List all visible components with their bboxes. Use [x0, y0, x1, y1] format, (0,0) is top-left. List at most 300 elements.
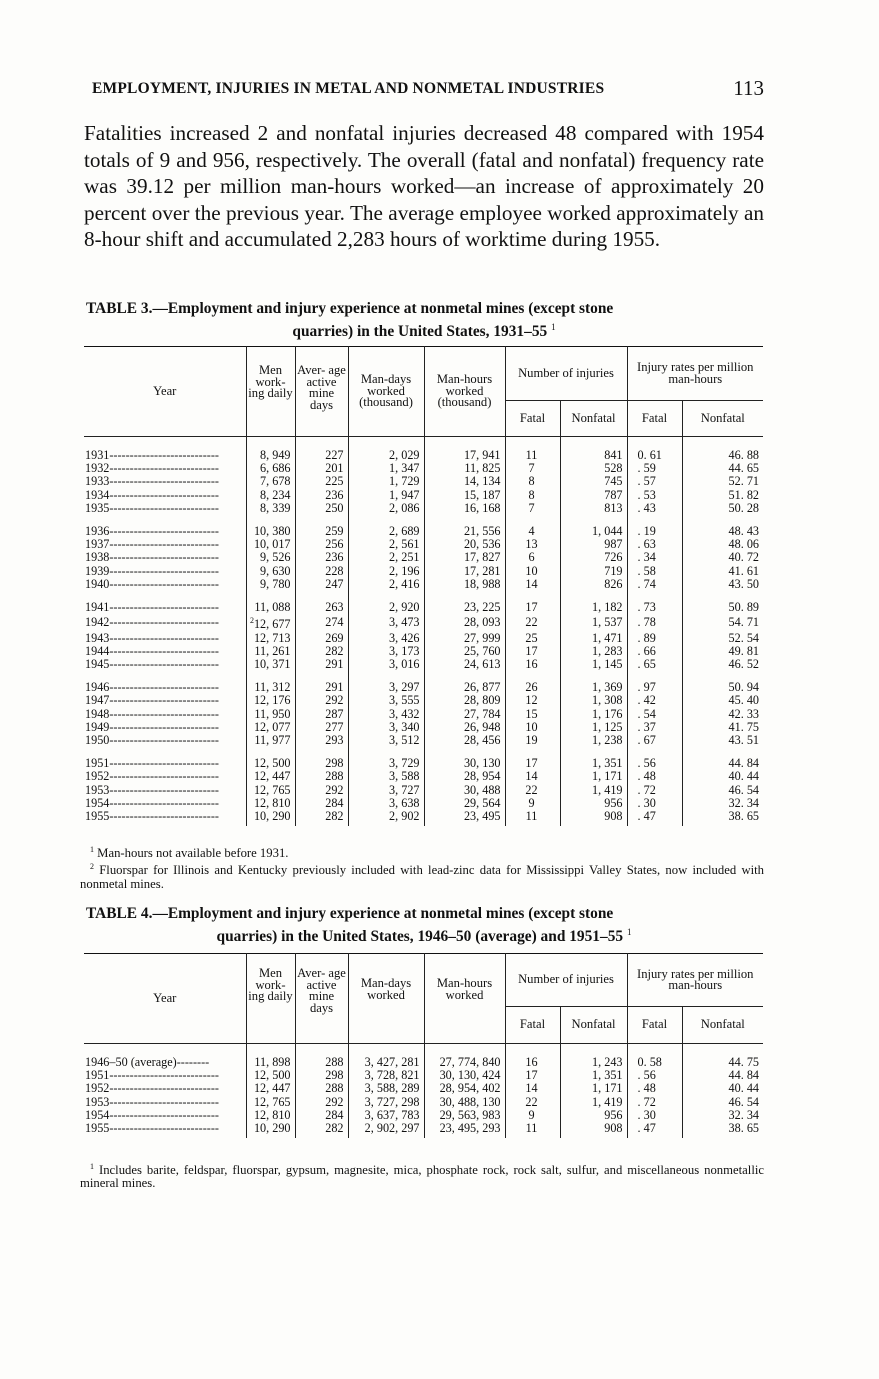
cell-mandays: 3, 297 [348, 681, 424, 694]
cell-men: 10, 290 [246, 1122, 295, 1138]
footnote-mark: 2 [249, 616, 254, 626]
dot-leader: --------------------------- [109, 706, 219, 721]
men-value: 8, 949 [260, 448, 291, 462]
cell-rate-nonfatal: 38. 65 [682, 1122, 763, 1138]
year-value: 1935 [85, 500, 110, 515]
cell-rate-nonfatal: 48. 43 [682, 525, 763, 538]
dot-leader: --------------------------- [109, 550, 219, 565]
year-value: 1937 [85, 537, 110, 552]
col-header-nonfatal: Nonfatal [560, 1007, 627, 1044]
cell-days: 287 [295, 708, 348, 721]
cell-men [246, 601, 295, 614]
cell-fatal: 22 [505, 784, 560, 797]
table3-footnotes [80, 843, 764, 891]
cell-rate-nonfatal: 40. 44 [682, 770, 763, 783]
footnote-mark: 2 [90, 862, 94, 872]
dot-leader: --------------------------- [109, 732, 219, 747]
cell-men: 12, 447 [246, 1082, 295, 1095]
cell-nonfatal: 1, 044 [560, 525, 627, 538]
cell-nonfatal: 987 [560, 538, 627, 551]
running-title: EMPLOYMENT, INJURIES IN METAL AND NONMETAL INDUSTRIES [92, 80, 605, 97]
col-header-injuries: Number of injuries [505, 954, 627, 1007]
cell-mandays: 2, 416 [348, 578, 424, 591]
dot-leader: --------------------------- [109, 1107, 219, 1122]
cell-rate-fatal: . 43 [627, 502, 682, 515]
row-year [84, 1122, 246, 1138]
table-row [84, 734, 763, 747]
dot-leader: --------------------------- [109, 782, 219, 797]
cell-rate-fatal: . 73 [627, 601, 682, 614]
footnote-text: Man-hours not available before 1931. [97, 846, 289, 861]
cell-rate-nonfatal: 46. 88 [682, 437, 763, 463]
cell-rate-fatal: . 57 [627, 475, 682, 488]
cell-rate-fatal: . 56 [627, 757, 682, 770]
cell-rate-fatal: . 63 [627, 538, 682, 551]
cell-nonfatal: 1, 308 [560, 694, 627, 707]
year-value: 1953 [85, 1094, 110, 1109]
cell-nonfatal: 528 [560, 462, 627, 475]
cell-rate-nonfatal: 46. 54 [682, 1096, 763, 1109]
cell-rate-nonfatal: 52. 54 [682, 632, 763, 645]
cell-days: 256 [295, 538, 348, 551]
cell-rate-fatal: . 78 [627, 614, 682, 631]
cell-mandays: 2, 561 [348, 538, 424, 551]
cell-manhours: 11, 825 [424, 462, 505, 475]
cell-manhours: 27, 784 [424, 708, 505, 721]
row-year [84, 810, 246, 826]
dot-leader: --------------------------- [109, 563, 219, 578]
cell-rate-fatal: . 58 [627, 565, 682, 578]
cell-nonfatal: 1, 145 [560, 658, 627, 671]
year-value: 1944 [85, 643, 110, 658]
cell-fatal: 17 [505, 757, 560, 770]
year-value: 1933 [85, 474, 110, 489]
cell-days: 292 [295, 694, 348, 707]
cell-mandays: 3, 728, 821 [348, 1069, 424, 1082]
men-value: 12, 176 [253, 693, 291, 708]
year-value: 1945 [85, 656, 110, 671]
cell-days: 277 [295, 721, 348, 734]
year-value: 1943 [85, 630, 110, 645]
footnote-text: Includes barite, feldspar, fluorspar, gypsum, magnesite, mica, phosphate rock, rock salt, sulfur, and miscellaneous nonmetallic mineral mines. [80, 1163, 765, 1191]
cell-rate-nonfatal: 44. 65 [682, 462, 763, 475]
men-value: 12, 677 [253, 617, 291, 632]
cell-days: 292 [295, 1096, 348, 1109]
year-value: 1938 [85, 550, 110, 565]
cell-rate-nonfatal: 41. 75 [682, 721, 763, 734]
cell-rate-nonfatal: 40. 72 [682, 551, 763, 564]
cell-fatal: 17 [505, 1069, 560, 1082]
cell-rate-nonfatal: 44. 84 [682, 757, 763, 770]
year-value: 1954 [85, 795, 110, 810]
table4-caption-mark: 1 [626, 927, 632, 937]
men-value: 12, 765 [253, 782, 291, 797]
cell-fatal: 16 [505, 658, 560, 671]
cell-men: 11, 898 [246, 1044, 295, 1070]
cell-days: 288 [295, 1082, 348, 1095]
col-header-fatal: Fatal [505, 401, 560, 437]
cell-rate-fatal: . 72 [627, 1096, 682, 1109]
col-header-year: Year [84, 954, 246, 1044]
footnote [80, 860, 764, 891]
cell-manhours: 17, 941 [424, 437, 505, 463]
dot-leader: --------------------------- [109, 643, 219, 658]
cell-days: 298 [295, 757, 348, 770]
year-value: 1954 [85, 1107, 110, 1122]
cell-rate-nonfatal: 42. 33 [682, 708, 763, 721]
cell-days: 288 [295, 1044, 348, 1070]
cell-mandays: 3, 638 [348, 797, 424, 810]
cell-manhours: 30, 130, 424 [424, 1069, 505, 1082]
cell-manhours: 23, 495, 293 [424, 1122, 505, 1138]
dot-leader: --------------------------- [109, 656, 219, 671]
cell-mandays: 2, 029 [348, 437, 424, 463]
cell-nonfatal: 1, 243 [560, 1044, 627, 1070]
cell-manhours: 14, 134 [424, 475, 505, 488]
cell-rate-nonfatal: 49. 81 [682, 645, 763, 658]
dot-leader: --------------------------- [109, 600, 219, 615]
cell-nonfatal: 908 [560, 810, 627, 826]
cell-rate-nonfatal: 50. 28 [682, 502, 763, 515]
cell-mandays: 3, 727 [348, 784, 424, 797]
cell-manhours: 30, 488, 130 [424, 1096, 505, 1109]
cell-rate-fatal: . 42 [627, 694, 682, 707]
cell-rate-fatal: . 48 [627, 1082, 682, 1095]
cell-manhours: 28, 954 [424, 770, 505, 783]
cell-rate-fatal: . 53 [627, 489, 682, 502]
cell-nonfatal: 1, 369 [560, 681, 627, 694]
men-value: 9, 780 [260, 576, 291, 591]
cell-nonfatal: 1, 351 [560, 757, 627, 770]
cell-days: 236 [295, 551, 348, 564]
cell-mandays: 1, 347 [348, 462, 424, 475]
row-year [84, 437, 246, 463]
dot-leader: --------------------------- [109, 769, 219, 784]
cell-fatal: 25 [505, 632, 560, 645]
cell-fatal: 7 [505, 462, 560, 475]
cell-days: 288 [295, 770, 348, 783]
cell-mandays: 3, 637, 783 [348, 1109, 424, 1122]
year-value: 1942 [85, 615, 110, 630]
row-year [84, 578, 246, 591]
cell-nonfatal: 1, 419 [560, 1096, 627, 1109]
dot-leader: --------------------------- [109, 795, 219, 810]
row-year [84, 601, 246, 614]
cell-mandays: 3, 588 [348, 770, 424, 783]
col-header-men: Men work- ing daily [246, 347, 295, 437]
cell-rate-fatal: . 89 [627, 632, 682, 645]
cell-manhours: 16, 168 [424, 502, 505, 515]
cell-nonfatal: 1, 471 [560, 632, 627, 645]
cell-fatal: 14 [505, 770, 560, 783]
cell-fatal: 9 [505, 797, 560, 810]
col-header-days: Aver- age active mine days [295, 347, 348, 437]
col-header-manhours: Man-hours worked (thousand) [424, 347, 505, 437]
col-header-rates: Injury rates per million man-hours [627, 954, 763, 1007]
cell-days: 201 [295, 462, 348, 475]
cell-nonfatal: 826 [560, 578, 627, 591]
cell-manhours: 23, 495 [424, 810, 505, 826]
year-value: 1955 [85, 1121, 110, 1136]
col-header-rate-nonfatal: Nonfatal [682, 401, 763, 437]
cell-days: 259 [295, 525, 348, 538]
dot-leader: --------------------------- [109, 576, 219, 591]
cell-rate-fatal: . 72 [627, 784, 682, 797]
row-year [84, 658, 246, 671]
cell-rate-nonfatal: 32. 34 [682, 797, 763, 810]
cell-mandays: 2, 251 [348, 551, 424, 564]
cell-rate-fatal: 0. 58 [627, 1044, 682, 1070]
row-year [84, 614, 246, 631]
cell-nonfatal: 1, 351 [560, 1069, 627, 1082]
col-header-year: Year [84, 347, 246, 437]
dot-leader: --------------------------- [109, 500, 219, 515]
cell-manhours: 28, 809 [424, 694, 505, 707]
dot-leader: --------------------------- [109, 719, 219, 734]
running-header [92, 76, 764, 102]
cell-mandays: 3, 432 [348, 708, 424, 721]
year-value: 1951 [85, 756, 110, 771]
cell-days: 269 [295, 632, 348, 645]
cell-fatal: 13 [505, 538, 560, 551]
men-value: 8, 234 [260, 487, 291, 502]
cell-fatal: 8 [505, 475, 560, 488]
year-value: 1939 [85, 563, 110, 578]
cell-days: 282 [295, 810, 348, 826]
cell-mandays: 3, 555 [348, 694, 424, 707]
cell-men [246, 437, 295, 463]
cell-mandays: 3, 016 [348, 658, 424, 671]
cell-rate-nonfatal: 48. 06 [682, 538, 763, 551]
cell-nonfatal: 813 [560, 502, 627, 515]
table3-caption [86, 300, 762, 341]
cell-rate-nonfatal: 38. 65 [682, 810, 763, 826]
cell-fatal: 19 [505, 734, 560, 747]
cell-nonfatal: 1, 283 [560, 645, 627, 658]
men-value: 9, 526 [260, 550, 291, 565]
table4-caption-number: TABLE 4. [86, 905, 153, 922]
men-value: 11, 950 [254, 706, 291, 721]
cell-days: 284 [295, 797, 348, 810]
col-header-rate-fatal: Fatal [627, 1007, 682, 1044]
cell-fatal: 9 [505, 1109, 560, 1122]
year-value: 1931 [85, 448, 110, 462]
table3-caption-mark: 1 [551, 322, 556, 332]
year-value: 1948 [85, 706, 110, 721]
col-header-nonfatal: Nonfatal [560, 401, 627, 437]
men-value: 12, 500 [253, 756, 291, 771]
dot-leader: --------------------------- [109, 680, 219, 695]
cell-nonfatal: 1, 171 [560, 770, 627, 783]
cell-rate-fatal: . 37 [627, 721, 682, 734]
table4-caption [86, 905, 762, 946]
footnote [80, 843, 764, 860]
men-value: 11, 312 [254, 680, 291, 695]
footnote-mark: 1 [90, 1162, 94, 1171]
cell-mandays: 3, 512 [348, 734, 424, 747]
cell-days: 274 [295, 614, 348, 631]
cell-men [246, 578, 295, 591]
row-year [84, 1044, 246, 1070]
cell-manhours: 27, 774, 840 [424, 1044, 505, 1070]
footnote [80, 1160, 764, 1191]
cell-fatal: 22 [505, 614, 560, 631]
cell-nonfatal: 1, 419 [560, 784, 627, 797]
table4 [84, 953, 763, 1138]
cell-fatal: 22 [505, 1096, 560, 1109]
col-header-rate-nonfatal: Nonfatal [682, 1007, 763, 1044]
cell-manhours: 27, 999 [424, 632, 505, 645]
dot-leader: --------------------------- [109, 1068, 219, 1083]
col-header-fatal: Fatal [505, 1007, 560, 1044]
cell-days: 292 [295, 784, 348, 797]
cell-fatal: 15 [505, 708, 560, 721]
cell-rate-fatal: . 30 [627, 797, 682, 810]
cell-mandays: 2, 196 [348, 565, 424, 578]
col-header-mandays: Man-days worked [348, 954, 424, 1044]
cell-fatal: 17 [505, 601, 560, 614]
cell-mandays: 2, 086 [348, 502, 424, 515]
table-row [84, 502, 763, 515]
cell-manhours: 24, 613 [424, 658, 505, 671]
cell-rate-nonfatal: 43. 50 [682, 578, 763, 591]
cell-mandays: 3, 588, 289 [348, 1082, 424, 1095]
men-value: 10, 290 [253, 808, 291, 823]
cell-rate-nonfatal: 43. 51 [682, 734, 763, 747]
col-header-mandays: Man-days worked (thousand) [348, 347, 424, 437]
table-row [84, 1122, 763, 1138]
year-value: 1936 [85, 524, 110, 539]
table4-caption-line1: —Employment and injury experience at nonmetal mines (except stone [152, 905, 614, 922]
dot-leader: --------------------------- [109, 461, 219, 476]
cell-fatal: 4 [505, 525, 560, 538]
cell-rate-fatal: . 59 [627, 462, 682, 475]
dot-leader: --------------------------- [109, 487, 219, 502]
table-row [84, 437, 763, 463]
cell-manhours: 15, 187 [424, 489, 505, 502]
cell-nonfatal: 719 [560, 565, 627, 578]
cell-manhours: 28, 093 [424, 614, 505, 631]
cell-nonfatal: 745 [560, 475, 627, 488]
cell-mandays: 1, 729 [348, 475, 424, 488]
cell-nonfatal: 1, 176 [560, 708, 627, 721]
men-value: 12, 447 [253, 769, 291, 784]
cell-mandays: 3, 727, 298 [348, 1096, 424, 1109]
cell-rate-nonfatal: 50. 89 [682, 601, 763, 614]
table3 [84, 346, 763, 826]
cell-nonfatal: 726 [560, 551, 627, 564]
dot-leader: --------------------------- [109, 630, 219, 645]
year-value: 1932 [85, 461, 110, 476]
dot-leader: --------------------------- [109, 1081, 219, 1096]
cell-rate-fatal: . 34 [627, 551, 682, 564]
cell-rate-nonfatal: 44. 84 [682, 1069, 763, 1082]
cell-men [246, 658, 295, 671]
cell-mandays: 3, 340 [348, 721, 424, 734]
cell-rate-nonfatal: 50. 94 [682, 681, 763, 694]
cell-rate-fatal: . 67 [627, 734, 682, 747]
cell-nonfatal: 1, 171 [560, 1082, 627, 1095]
year-value: 1946 [85, 680, 110, 695]
cell-rate-nonfatal: 45. 40 [682, 694, 763, 707]
dot-leader: --------------------------- [109, 693, 219, 708]
cell-manhours: 18, 988 [424, 578, 505, 591]
cell-nonfatal: 1, 238 [560, 734, 627, 747]
men-value: 10, 371 [253, 656, 291, 671]
dot-leader: -------- [176, 1055, 210, 1069]
cell-rate-fatal: . 48 [627, 770, 682, 783]
dot-leader: --------------------------- [109, 524, 219, 539]
cell-rate-nonfatal: 32. 34 [682, 1109, 763, 1122]
table-row [84, 614, 763, 631]
table3-body [84, 437, 763, 827]
cell-mandays: 3, 427, 281 [348, 1044, 424, 1070]
cell-nonfatal: 841 [560, 437, 627, 463]
cell-fatal: 14 [505, 578, 560, 591]
cell-days: 293 [295, 734, 348, 747]
cell-mandays: 3, 473 [348, 614, 424, 631]
cell-manhours: 21, 556 [424, 525, 505, 538]
cell-mandays: 3, 173 [348, 645, 424, 658]
cell-men: 12, 500 [246, 1069, 295, 1082]
year-value: 1952 [85, 769, 110, 784]
dot-leader: --------------------------- [109, 537, 219, 552]
year-value: 1940 [85, 576, 110, 591]
men-value: 10, 380 [253, 524, 291, 539]
col-header-manhours: Man-hours worked [424, 954, 505, 1044]
year-value: 1947 [85, 693, 110, 708]
cell-fatal: 16 [505, 1044, 560, 1070]
dot-leader: --------------------------- [109, 1094, 219, 1109]
cell-days: 298 [295, 1069, 348, 1082]
cell-fatal: 26 [505, 681, 560, 694]
cell-days: 225 [295, 475, 348, 488]
year-value: 1946–50 (average) [85, 1055, 177, 1069]
year-value: 1951 [85, 1068, 110, 1083]
cell-fatal: 12 [505, 694, 560, 707]
cell-manhours: 23, 225 [424, 601, 505, 614]
dot-leader: --------------------------- [109, 474, 219, 489]
year-value: 1941 [85, 600, 110, 615]
cell-fatal: 8 [505, 489, 560, 502]
table-row [84, 601, 763, 614]
col-header-rates: Injury rates per million man-hours [627, 347, 763, 401]
cell-days: 236 [295, 489, 348, 502]
table3-caption-number: TABLE 3. [86, 300, 153, 317]
cell-rate-fatal: . 19 [627, 525, 682, 538]
cell-men [246, 734, 295, 747]
cell-men: 12, 810 [246, 1109, 295, 1122]
dot-leader: --------------------------- [109, 808, 219, 823]
cell-fatal: 6 [505, 551, 560, 564]
cell-rate-nonfatal: 52. 71 [682, 475, 763, 488]
cell-rate-nonfatal: 54. 71 [682, 614, 763, 631]
cell-rate-nonfatal: 40. 44 [682, 1082, 763, 1095]
cell-men: 12, 765 [246, 1096, 295, 1109]
table-row [84, 578, 763, 591]
dot-leader: --------------------------- [109, 756, 219, 771]
table4-body [84, 1044, 763, 1139]
cell-days: 291 [295, 658, 348, 671]
cell-manhours: 30, 130 [424, 757, 505, 770]
table4-footnotes [80, 1160, 764, 1191]
cell-mandays: 2, 920 [348, 601, 424, 614]
cell-manhours: 30, 488 [424, 784, 505, 797]
cell-days: 282 [295, 1122, 348, 1138]
cell-men [246, 502, 295, 515]
cell-manhours: 20, 536 [424, 538, 505, 551]
cell-manhours: 17, 281 [424, 565, 505, 578]
